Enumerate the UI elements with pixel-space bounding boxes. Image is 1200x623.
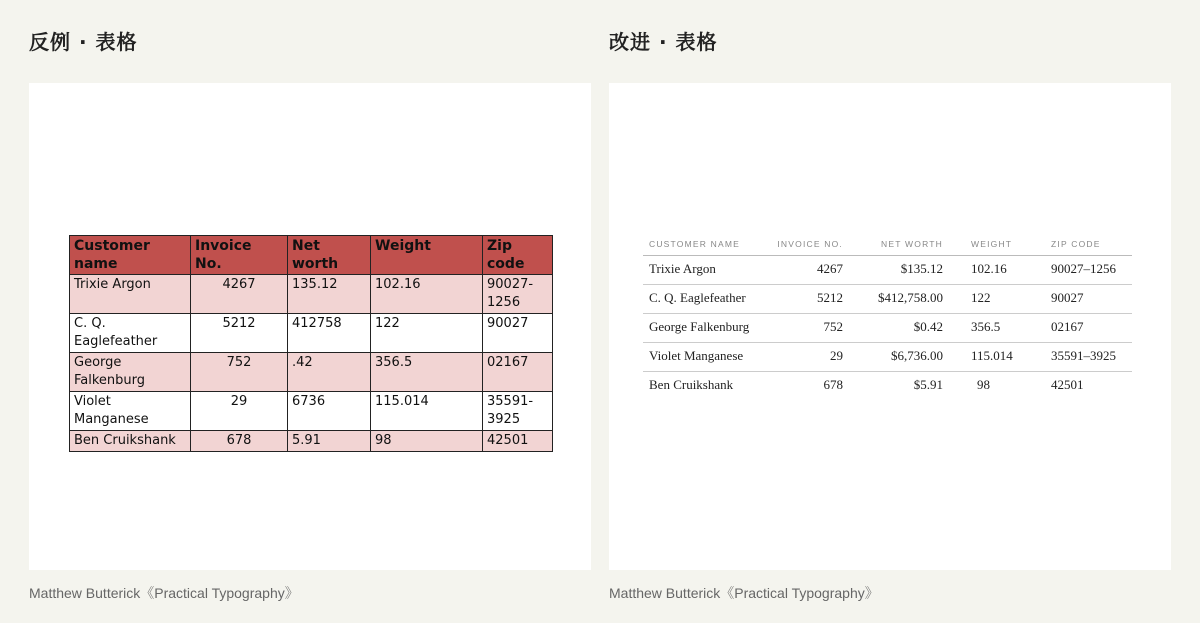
table-cell: 5212 [767, 285, 849, 314]
table-cell: 02167 [1041, 314, 1132, 343]
table-cell: 42501 [483, 431, 553, 452]
table-cell: 102.16 [949, 256, 1041, 285]
table-cell: Ben Cruikshank [649, 377, 734, 392]
table-cell: 752 [767, 314, 849, 343]
table-cell: 122 [949, 285, 1041, 314]
table-cell: Violet Manganese [70, 392, 191, 431]
table-cell: 6736 [288, 392, 371, 431]
column-header: NET WORTH [849, 235, 949, 256]
table-cell: 42501 [1051, 377, 1084, 392]
table-cell: 356.5 [371, 353, 483, 392]
table-row [643, 285, 1132, 314]
table-row [70, 275, 553, 314]
table-cell: 678 [191, 431, 288, 452]
table-cell: 115.014 [371, 392, 483, 431]
table-cell: 35591-3925 [483, 392, 553, 431]
table-header-row [643, 235, 1132, 256]
table-cell: Trixie Argon [70, 275, 191, 314]
table-cell: 29 [767, 343, 849, 372]
table-row [643, 343, 1132, 372]
table-cell: 5.91 [288, 431, 371, 452]
table-cell: 102.16 [371, 275, 483, 314]
table-row [70, 353, 553, 392]
table-row [643, 314, 1132, 343]
table-cell: 752 [191, 353, 288, 392]
improved-example-table [643, 235, 1132, 400]
column-header: Invoice No. [191, 236, 288, 275]
right-caption: Matthew Butterick《Practical Typography》 [609, 585, 879, 601]
table-cell: $6,736.00 [849, 343, 949, 372]
table-cell: 98 [977, 377, 990, 392]
table-row [70, 392, 553, 431]
table-cell: 4267 [767, 256, 849, 285]
table-row [643, 372, 1132, 401]
table-cell: George Falkenburg [70, 353, 191, 392]
column-header: Zip code [483, 236, 553, 275]
bad-example-card [29, 83, 591, 570]
table-cell: 356.5 [949, 314, 1041, 343]
bad-example-table [69, 235, 553, 452]
table-cell: 122 [371, 314, 483, 353]
table-cell: George Falkenburg [643, 314, 767, 343]
table-header-row [70, 236, 553, 275]
table-cell: 678 [823, 377, 843, 392]
left-caption: Matthew Butterick《Practical Typography》 [29, 585, 299, 601]
table-cell: 90027-1256 [483, 275, 553, 314]
table-cell: $412,758.00 [849, 285, 949, 314]
column-header: WEIGHT [949, 235, 1041, 256]
table-cell: 5212 [191, 314, 288, 353]
table-cell: 4267 [191, 275, 288, 314]
table-cell: 90027 [1041, 285, 1132, 314]
column-header: Customer name [70, 236, 191, 275]
table-cell: 90027–1256 [1041, 256, 1132, 285]
table-row [70, 314, 553, 353]
column-header: CUSTOMER NAME [643, 235, 767, 256]
table-cell: Trixie Argon [643, 256, 767, 285]
table-cell: .42 [288, 353, 371, 392]
table-cell: Ben Cruikshank [70, 431, 191, 452]
right-panel-title: 改进 · 表格 [609, 30, 718, 54]
table-cell: $5.91 [913, 377, 943, 392]
table-cell: $135.12 [849, 256, 949, 285]
column-header: INVOICE NO. [767, 235, 849, 256]
table-cell: C. Q. Eaglefeather [70, 314, 191, 353]
table-cell: 98 [371, 431, 483, 452]
left-panel-title: 反例 · 表格 [29, 30, 138, 54]
improved-example-card [609, 83, 1171, 570]
column-header: Net worth [288, 236, 371, 275]
table-cell: 02167 [483, 353, 553, 392]
table-cell: Violet Manganese [643, 343, 767, 372]
column-header: Weight [371, 236, 483, 275]
table-row [643, 256, 1132, 285]
table-cell: 412758 [288, 314, 371, 353]
table-cell: $0.42 [849, 314, 949, 343]
table-cell: 29 [191, 392, 288, 431]
table-cell: 35591–3925 [1041, 343, 1132, 372]
column-header: ZIP CODE [1041, 235, 1132, 256]
table-row [70, 431, 553, 452]
table-cell: C. Q. Eaglefeather [643, 285, 767, 314]
table-cell: 135.12 [288, 275, 371, 314]
table-cell: 90027 [483, 314, 553, 353]
table-cell: 115.014 [949, 343, 1041, 372]
